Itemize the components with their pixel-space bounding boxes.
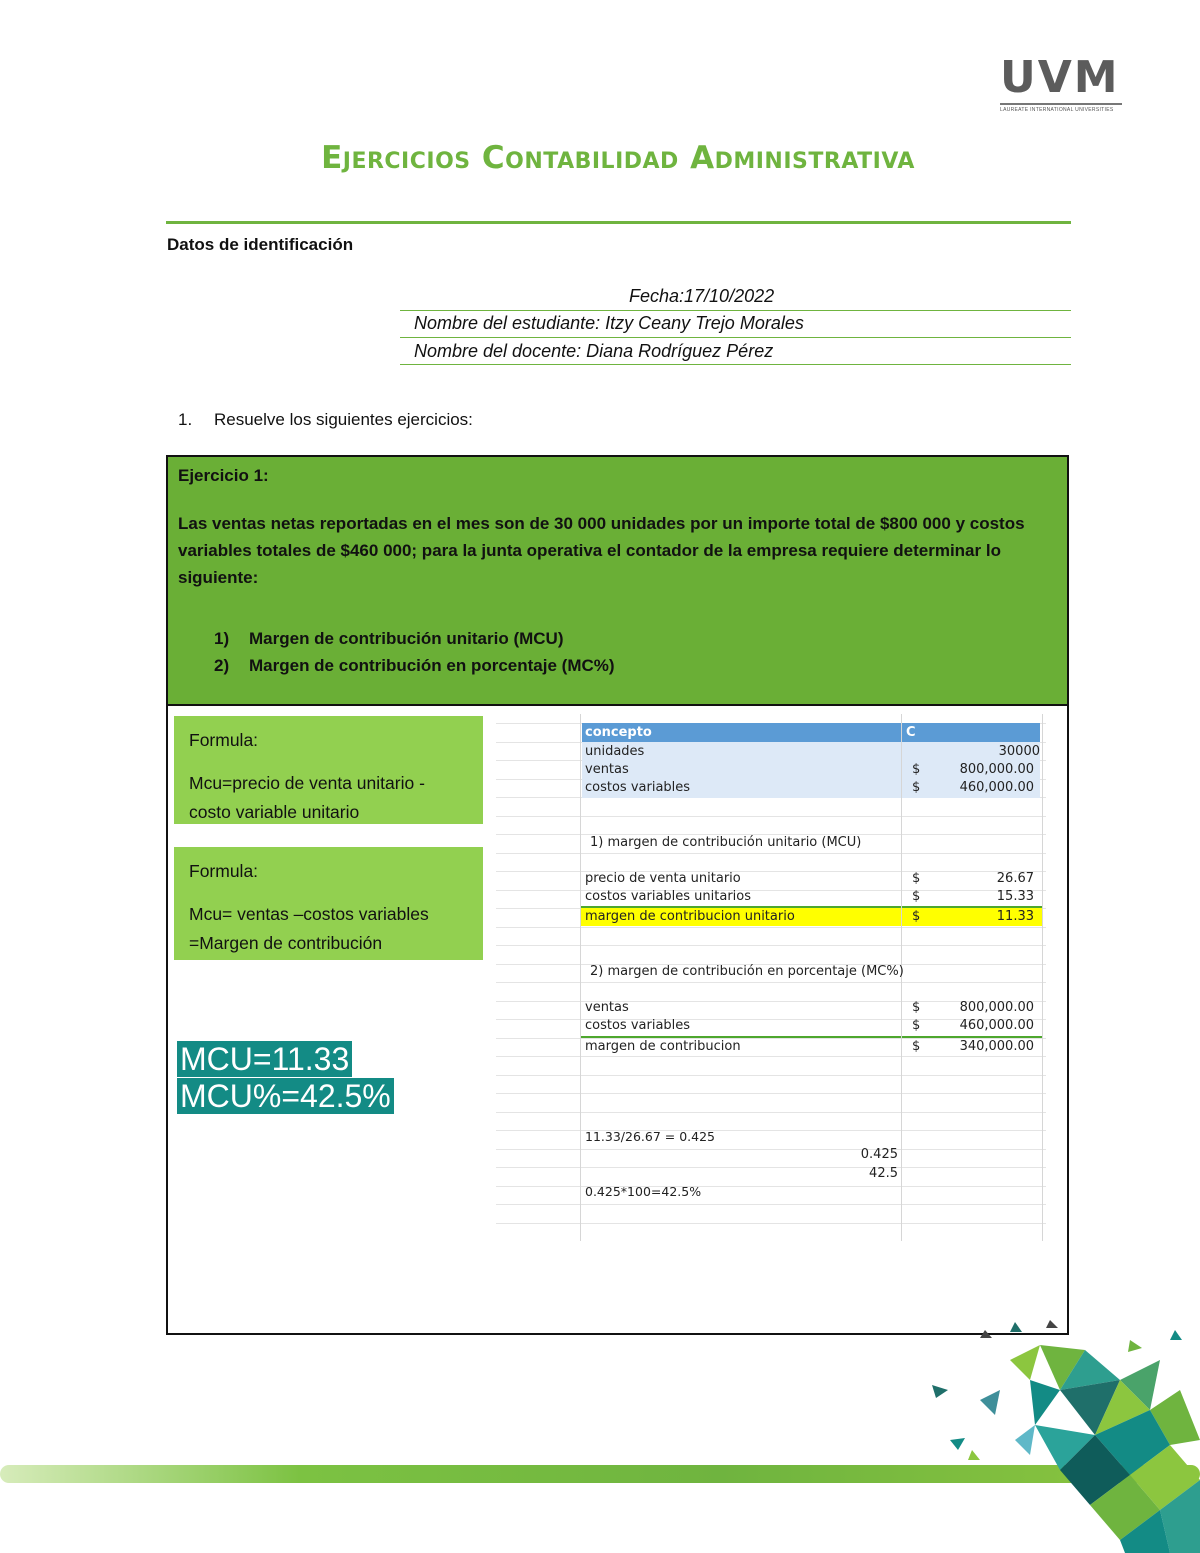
geometric-decoration-icon	[920, 1320, 1200, 1553]
formula-line: Mcu=precio de venta unitario -	[189, 773, 425, 793]
sheet-gridline	[496, 1204, 1046, 1205]
sheet-cell: $	[912, 889, 921, 904]
sheet-cell: precio de venta unitario	[585, 871, 741, 886]
sheet-cell: costos variables unitarios	[585, 889, 752, 904]
field-divider	[400, 364, 1071, 365]
spreadsheet-image	[496, 714, 1046, 1241]
document-title: Ejercicios Contabilidad Administrativa	[321, 140, 915, 176]
result-mcu-percent: MCU%=42.5%	[177, 1078, 394, 1114]
logo-subtitle: LAUREATE INTERNATIONAL UNIVERSITIES	[1000, 107, 1114, 113]
sheet-cell: 800,000.00	[959, 1000, 1034, 1015]
sheet-cell: $	[912, 762, 921, 777]
logo-rule	[1000, 103, 1122, 105]
sheet-cell: margen de contribucion unitario	[585, 909, 795, 924]
sheet-cell: $	[912, 909, 921, 924]
requirement-item	[214, 629, 564, 649]
exercise-description: Las ventas netas reportadas en el mes son de 30 000 unidades por un importe total de $800 000 y costos variables totales de $460 000; para la junta operativa el contador de la empresa requiere determinar lo siguiente:	[178, 514, 1025, 587]
sheet-cell: ventas	[585, 762, 629, 777]
sheet-cell: 26.67	[996, 871, 1034, 886]
sheet-cell: 460,000.00	[959, 1018, 1034, 1033]
sheet-cell: 15.33	[996, 889, 1034, 904]
sheet-column-line	[1042, 714, 1043, 1241]
sheet-header-c: C	[906, 725, 916, 740]
logo-word: UVM	[1000, 52, 1120, 103]
sheet-cell: margen de contribucion	[585, 1039, 741, 1054]
sheet-gridline	[496, 945, 1046, 946]
field-divider	[400, 337, 1071, 338]
sheet-gridline	[496, 1112, 1046, 1113]
result-mcu: MCU=11.33	[177, 1041, 352, 1077]
formula-box-margin	[174, 847, 483, 960]
sheet-cell: costos variables	[585, 780, 691, 795]
sheet-calc-line: 0.425*100=42.5%	[585, 1184, 702, 1199]
sheet-cell: 340,000.00	[959, 1039, 1034, 1054]
sheet-gridline	[496, 1075, 1046, 1076]
formula-line: costo variable unitario	[189, 802, 360, 822]
sheet-gridline	[496, 1130, 1046, 1131]
requirement-text: Margen de contribución en porcentaje (MC%)	[249, 656, 615, 675]
requirement-text: Margen de contribución unitario (MCU)	[249, 629, 564, 648]
sheet-cell: $	[912, 1039, 921, 1054]
formula-line: Mcu= ventas –costos variables	[189, 904, 429, 924]
instruction-text: Resuelve los siguientes ejercicios:	[214, 410, 473, 429]
sheet-column-line	[580, 714, 581, 1241]
identification-label: Datos de identificación	[167, 235, 354, 254]
sheet-cell: unidades	[585, 744, 645, 759]
instruction	[178, 410, 473, 430]
sheet-calc-line: 11.33/26.67 = 0.425	[585, 1129, 715, 1144]
sheet-gridline	[496, 1223, 1046, 1224]
sheet-gridline	[496, 1167, 1046, 1168]
sheet-calc-value: 42.5	[869, 1166, 898, 1181]
formula-line: =Margen de contribución	[189, 933, 383, 953]
requirement-number: 2)	[214, 656, 230, 675]
sheet-gridline	[496, 816, 1046, 817]
sheet-gridline	[496, 853, 1046, 854]
sheet-cell: ventas	[585, 1000, 629, 1015]
instruction-number: 1.	[178, 410, 193, 429]
sheet-gridline	[496, 982, 1046, 983]
sheet-section-title: 2) margen de contribución en porcentaje (MC%)	[590, 964, 904, 979]
formula-title: Formula:	[189, 730, 259, 750]
sheet-cell: costos variables	[585, 1018, 691, 1033]
sheet-header-concepto: concepto	[585, 725, 652, 740]
sheet-gridline	[496, 927, 1046, 928]
sheet-cell: 800,000.00	[959, 762, 1034, 777]
requirement-number: 1)	[214, 629, 230, 648]
student-name-field: Nombre del estudiante: Itzy Ceany Trejo Morales	[414, 313, 804, 333]
formula-title: Formula:	[189, 861, 259, 881]
sheet-cell: 460,000.00	[959, 780, 1034, 795]
sheet-gridline	[496, 1186, 1046, 1187]
sheet-cell: 11.33	[996, 909, 1034, 924]
sheet-cell: $	[912, 780, 921, 795]
field-divider	[400, 310, 1071, 311]
sheet-cell: $	[912, 1018, 921, 1033]
teacher-name-field: Nombre del docente: Diana Rodríguez Pérez	[414, 341, 774, 361]
sheet-gridline	[496, 1056, 1046, 1057]
date-field: Fecha:17/10/2022	[629, 286, 775, 306]
exercise-title: Ejercicio 1:	[178, 466, 269, 485]
sheet-gridline	[496, 1093, 1046, 1094]
requirement-item	[214, 656, 615, 676]
result-block	[177, 1041, 394, 1115]
sheet-cell: 30000	[998, 744, 1040, 759]
sheet-calc-value: 0.425	[860, 1147, 898, 1162]
uvm-logo	[1000, 52, 1122, 113]
formula-box-mcu	[174, 716, 483, 824]
sheet-gridline	[496, 1149, 1046, 1150]
sheet-cell: $	[912, 1000, 921, 1015]
sheet-section-title: 1) margen de contribución unitario (MCU)	[590, 835, 862, 850]
sheet-cell: $	[912, 871, 921, 886]
title-divider	[166, 221, 1071, 224]
